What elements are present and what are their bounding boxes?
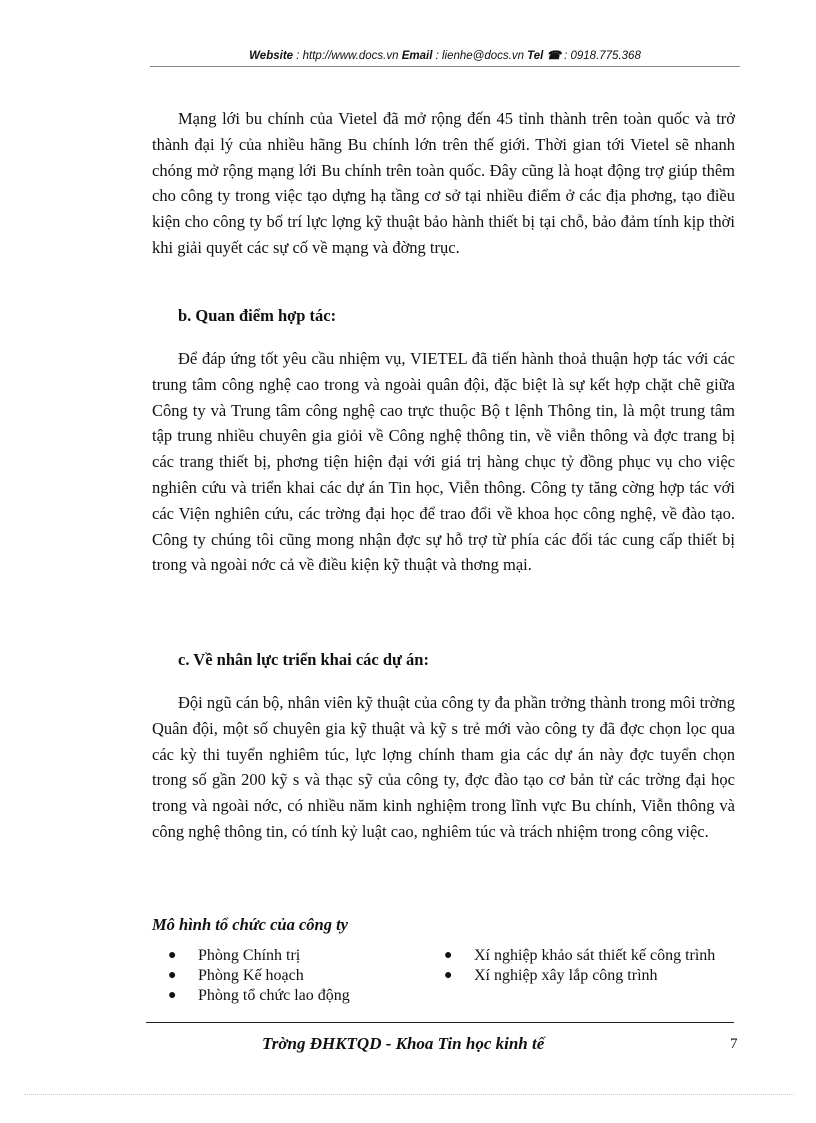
list-item: ● Xí nghiệp xây lắp công trình bbox=[444, 967, 658, 984]
website-value: : http://www.docs.vn bbox=[293, 50, 402, 62]
org-list-right bbox=[428, 946, 748, 986]
website-label: Website bbox=[249, 50, 294, 62]
list-item: ● Phòng Chính trị bbox=[168, 947, 301, 964]
heading-human-resources: c. Về nhân lực triển khai các dự án: bbox=[178, 650, 429, 669]
bullet-icon: ● bbox=[168, 988, 177, 1003]
header-divider bbox=[150, 66, 740, 67]
email-value: : lienhe@docs.vn bbox=[432, 50, 528, 62]
paragraph-human-resources: Đội ngũ cán bộ, nhân viên kỹ thuật của công ty đa phần trởng thành trong môi trờng Quân đội, một số chuyên gia kỹ thuật và kỹ s trẻ mới vào công ty đã đợc chọn lọc qua các kỳ thi tuyển nghiêm túc, lực lợng chính tham gia các dự án này đợc tuyển chọn trong số gần 200 kỹ s và thạc sỹ của công ty, đợc đào tạo cơ bản từ các trờng đại học trong và ngoài nớc, có nhiều năm kinh nghiệm trong lĩnh vực Bu chính, Viễn thông và công nghệ thông tin, có tính kỷ luật cao, nghiêm túc và trách nhiệm trong công việc. bbox=[152, 693, 735, 841]
page-number: 7 bbox=[730, 1036, 738, 1052]
org-structure-title: Mô hình tổ chức của công ty bbox=[152, 915, 348, 934]
page-header bbox=[150, 48, 740, 62]
phone-icon: ☎ bbox=[546, 50, 561, 62]
footer-divider bbox=[146, 1022, 734, 1023]
list-item: ● Phòng tổ chức lao động bbox=[168, 987, 350, 1004]
page-bottom-divider bbox=[24, 1094, 794, 1095]
bullet-icon: ● bbox=[444, 948, 453, 963]
heading-cooperation: b. Quan điểm hợp tác: bbox=[178, 306, 337, 325]
paragraph-network: Mạng lới bu chính của Vietel đã mở rộng đến 45 tỉnh thành trên toàn quốc và trở thành đại lý của nhiều hãng Bu chính lớn trên thế giới. Thời gian tới Vietel sẽ nhanh chóng mở rộng mạng lới Bu chính trên toàn quốc. Đây cũng là hoạt động trợ giúp thêm cho công ty trong việc tạo dựng hạ tầng cơ sở tại nhiều điểm ở các địa phơng, tạo điều kiện cho công ty bố trí lực lợng kỹ thuật bảo hành thiết bị tại chỗ, bảo đảm tính kịp thời khi giải quyết các sự cố về mạng và đờng trục. bbox=[152, 109, 735, 257]
bullet-icon: ● bbox=[444, 968, 453, 983]
list-item: ● Xí nghiệp khảo sát thiết kế công trình bbox=[444, 947, 716, 964]
tel-value: : 0918.775.368 bbox=[560, 50, 641, 62]
footer-school: Trờng ĐHKTQD - Khoa Tin học kinh tế bbox=[262, 1034, 545, 1053]
org-list-left bbox=[152, 946, 432, 1006]
paragraph-cooperation: Để đáp ứng tốt yêu cầu nhiệm vụ, VIETEL đã tiến hành thoả thuận hợp tác với các trung tâm công nghệ cao trong và ngoài quân đội, đặc biệt là sự kết hợp chặt chẽ giữa Công ty và Trung tâm công nghệ cao trực thuộc Bộ t lệnh Thông tin, là một trung tâm tập trung nhiều chuyên gia giỏi về Công nghệ thông tin, về viễn thông và đợc trang bị các trang thiết bị, phơng tiện hiện đại với giá trị hàng chục tỷ đồng phục vụ cho việc nghiên cứu và triển khai các dự án Tin học, Viễn thông. Công ty tăng cờng hợp tác với các Viện nghiên cứu, các trờng đại học để trao đổi về khoa học công nghệ, về đào tạo. Công ty chúng tôi cũng mong nhận đợc sự hỗ trợ từ phía các đối tác cung cấp thiết bị trong và ngoài nớc cả về điều kiện kỹ thuật và thơng mại. bbox=[152, 349, 735, 575]
bullet-icon: ● bbox=[168, 968, 177, 983]
bullet-icon: ● bbox=[168, 948, 177, 963]
tel-label: Tel bbox=[527, 50, 544, 62]
list-item: ● Phòng Kế hoạch bbox=[168, 967, 304, 984]
email-label: Email bbox=[401, 50, 433, 62]
